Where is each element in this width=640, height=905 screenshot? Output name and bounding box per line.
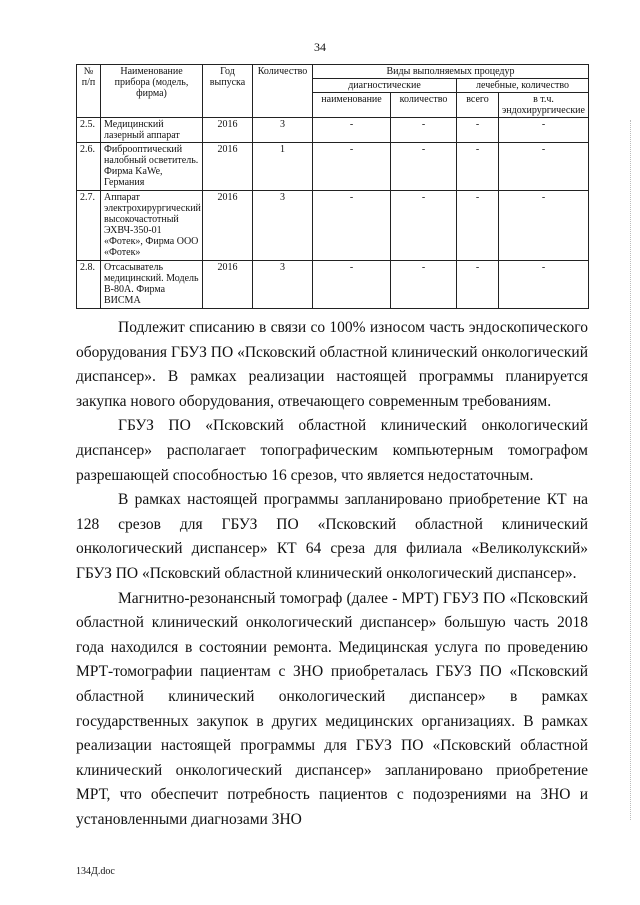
- paragraph: Магнитно-резонансный томограф (далее - МРТ) ГБУЗ ПО «Псковский областной клинический онкологический диспансер» большую часть 2018 года находился в состоянии ремонта. Медицинская услуга по проведению МРТ-томографии пациентам с ЗНО приобреталась ГБУЗ ПО «Псковский областной клинический онкологический диспансер» в рамках государственных закупок в других медицинских организациях. В рамках реализации настоящей программы для ГБУЗ ПО «Псковский областной клинический онкологический диспансер» запланировано приобретение МРТ, что обеспечит потребность пациентов с подозрениями на ЗНО и установленными диагнозами ЗНО: [76, 589, 588, 828]
- cell-ther-endo: -: [499, 143, 589, 191]
- cell-year: 2016: [203, 191, 253, 261]
- cell-diag-qty: -: [391, 261, 457, 309]
- cell-num: 2.7.: [77, 191, 101, 261]
- body-text: [76, 316, 588, 832]
- header-therapeutic: лечебные, количество: [457, 79, 589, 93]
- page-number: 34: [314, 40, 326, 54]
- table-row: [77, 118, 589, 143]
- header-procedures: Виды выполняемых процедур: [313, 65, 589, 79]
- cell-ther-endo: -: [499, 118, 589, 143]
- paragraph: Подлежит списанию в связи со 100% износом часть эндоскопического оборудования ГБУЗ ПО «Псковский областной клинический онкологический диспансер». В рамках реализации настоящей программы планируется закупка нового оборудования, отвечающего современным требованиям.: [76, 319, 588, 410]
- cell-num: 2.6.: [77, 143, 101, 191]
- footer-filename: 134Д.doc: [76, 866, 115, 877]
- cell-ther-total: -: [457, 191, 499, 261]
- cell-diag-name: -: [313, 261, 391, 309]
- table-row: [77, 191, 589, 261]
- header-ther-total: всего: [457, 93, 499, 118]
- header-qty: Количество: [253, 65, 313, 118]
- cell-num: 2.8.: [77, 261, 101, 309]
- table-row: [77, 143, 589, 191]
- header-diag-name: наименование: [313, 93, 391, 118]
- cell-name: Фиброоптический налобный осветитель. Фирма KaWe, Германия: [101, 143, 203, 191]
- cell-ther-endo: -: [499, 261, 589, 309]
- cell-name: Отсасыватель медицинский. Модель В-80А. Фирма ВИСМА: [101, 261, 203, 309]
- cell-diag-name: -: [313, 118, 391, 143]
- header-num: № п/п: [77, 65, 101, 118]
- equipment-table: [76, 64, 589, 309]
- cell-num: 2.5.: [77, 118, 101, 143]
- cell-diag-qty: -: [391, 143, 457, 191]
- cell-qty: 3: [253, 261, 313, 309]
- table-row: [77, 261, 589, 309]
- cell-year: 2016: [203, 261, 253, 309]
- cell-diag-name: -: [313, 143, 391, 191]
- cell-year: 2016: [203, 143, 253, 191]
- cell-qty: 3: [253, 191, 313, 261]
- cell-ther-endo: -: [499, 191, 589, 261]
- paragraph: В рамках настоящей программы запланировано приобретение КТ на 128 срезов для ГБУЗ ПО «Псковский областной клинический онкологический диспансер» КТ 64 среза для филиала «Великолукский» ГБУЗ ПО «Псковский областной клинический онкологический диспансер».: [76, 491, 588, 582]
- header-year: Год выпуска: [203, 65, 253, 118]
- header-diag-qty: количество: [391, 93, 457, 118]
- header-name: Наименование прибора (модель, фирма): [101, 65, 203, 118]
- cell-qty: 3: [253, 118, 313, 143]
- cell-diag-qty: -: [391, 191, 457, 261]
- scan-margin-line: [630, 120, 632, 820]
- cell-diag-name: -: [313, 191, 391, 261]
- header-diagnostic: диагностические: [313, 79, 457, 93]
- cell-ther-total: -: [457, 143, 499, 191]
- cell-ther-total: -: [457, 118, 499, 143]
- paragraph: ГБУЗ ПО «Псковский областной клинический онкологический диспансер» располагает топографическим компьютерным томографом разрешающей способностью 16 срезов, что является недостаточным.: [76, 417, 588, 484]
- cell-name: Медицинский лазерный аппарат: [101, 118, 203, 143]
- cell-ther-total: -: [457, 261, 499, 309]
- cell-name: Аппарат электрохирургический высокочастотный ЭХВЧ-350-01 «Фотек», Фирма ООО «Фотек»: [101, 191, 203, 261]
- cell-qty: 1: [253, 143, 313, 191]
- cell-diag-qty: -: [391, 118, 457, 143]
- cell-year: 2016: [203, 118, 253, 143]
- header-ther-endo: в т.ч. эндохирургические: [499, 93, 589, 118]
